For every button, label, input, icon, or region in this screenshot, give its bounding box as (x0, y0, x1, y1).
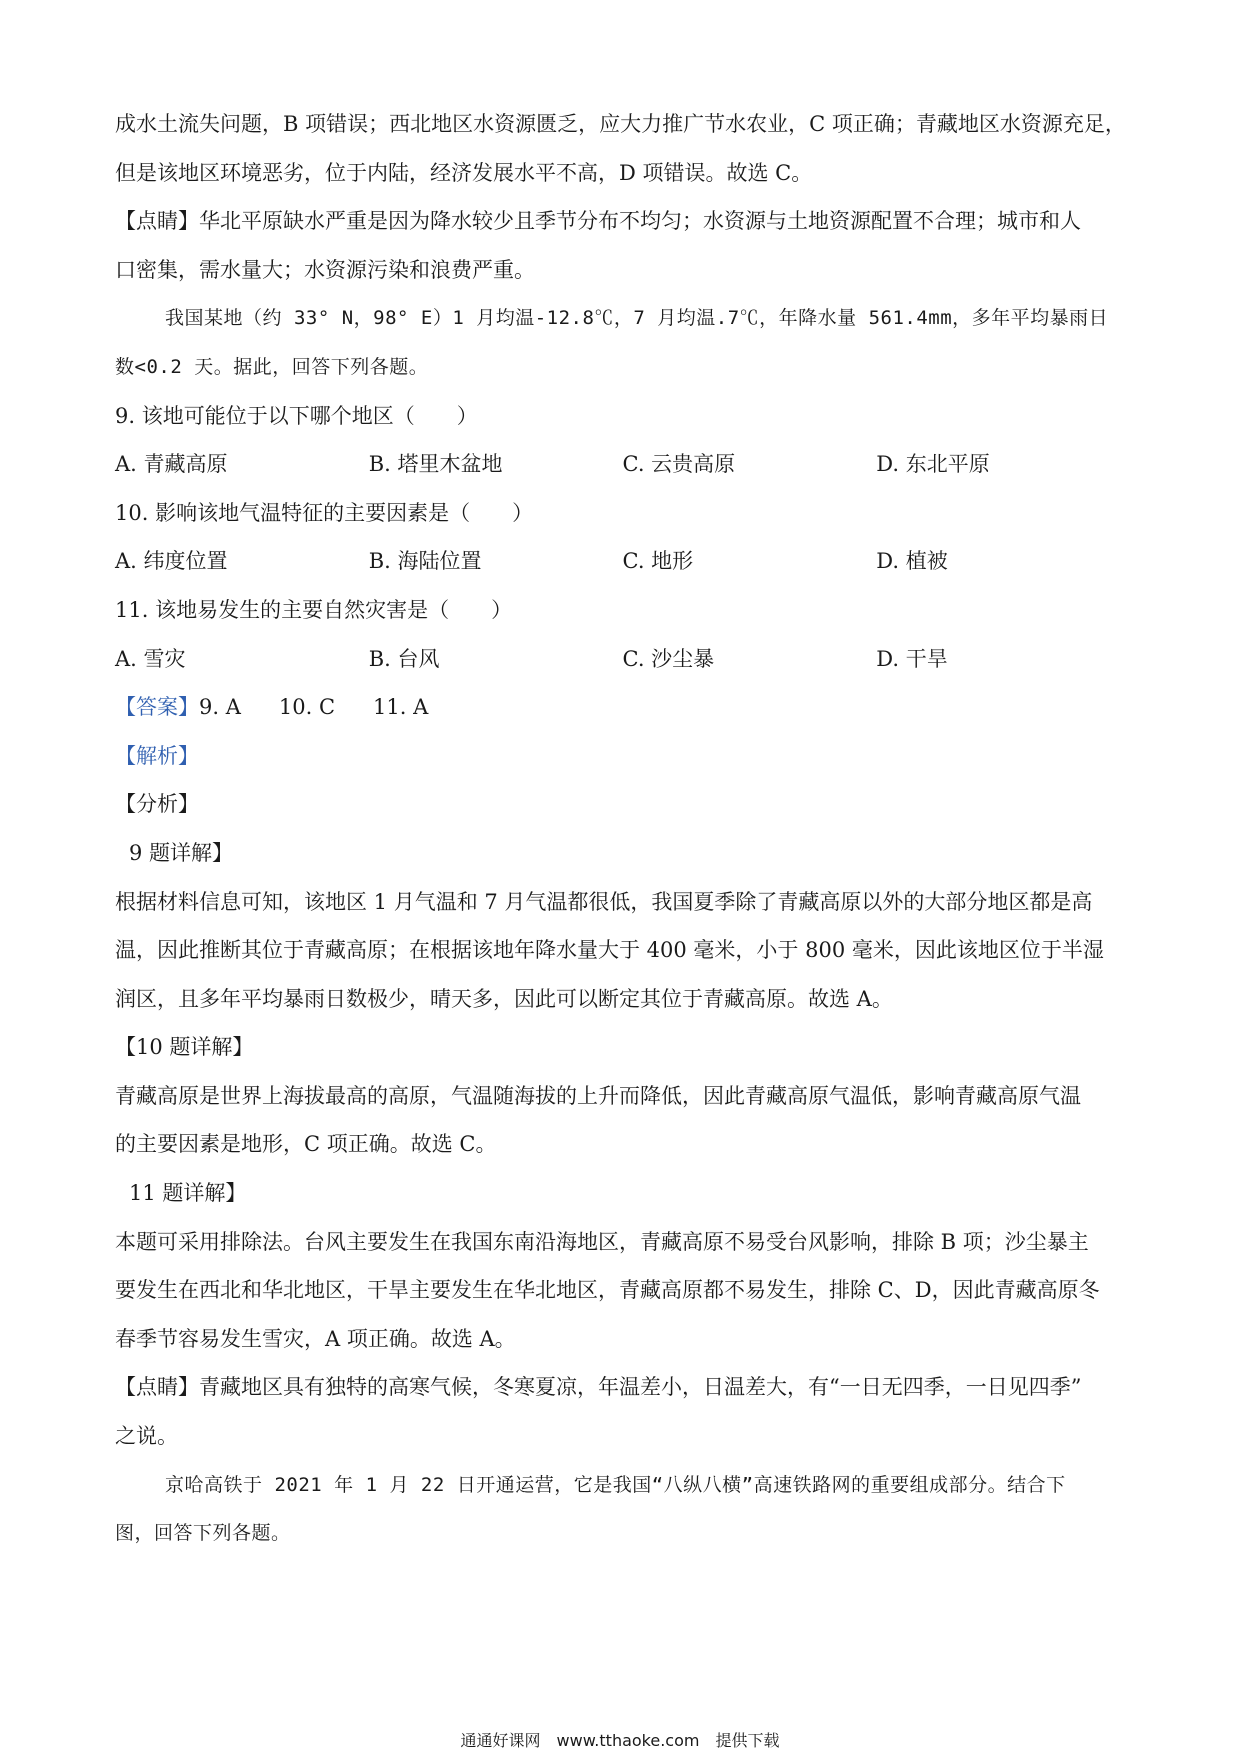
answer-line (115, 683, 1130, 732)
q9-detail-line: 根据材料信息可知，该地区 1 月气温和 7 月气温都很低，我国夏季除了青藏高原以外的大部分地区都是高 (115, 889, 1093, 914)
q10-detail-heading: 【10 题详解】 (115, 1035, 254, 1060)
q11-detail-line: 本题可采用排除法。台风主要发生在我国东南沿海地区，青藏高原不易受台风影响，排除 B 项；沙尘暴主 (115, 1229, 1089, 1254)
option-b: B. 台风 (368, 646, 440, 671)
q9-detail-heading: 9 题详解】 (129, 840, 234, 865)
material-line: 京哈高铁于 2021 年 1 月 22 日开通运营，它是我国“八纵八横”高速铁路网的重要组成部分。结合下 (165, 1473, 1066, 1496)
question-9-options (115, 440, 1130, 489)
option-a: A. 纬度位置 (115, 549, 228, 574)
question-11-stem: 11. 该地易发生的主要自然灾害是（ ） (115, 597, 513, 622)
material-line: 数<0.2 天。据此，回答下列各题。 (115, 355, 429, 378)
q9-detail-line: 温，因此推断其位于青藏高原；在根据该地年降水量大于 400 毫米，小于 800 毫米，因此该地区位于半湿 (115, 938, 1104, 963)
q11-detail-line: 要发生在西北和华北地区，干旱主要发生在华北地区，青藏高原都不易发生，排除 C、D，因此青藏高原冬 (115, 1278, 1100, 1303)
option-b: B. 塔里木盆地 (368, 452, 503, 477)
answer-item: 9. A (199, 695, 241, 720)
question-11-options (115, 635, 1130, 684)
option-c: C. 云贵高原 (622, 452, 736, 477)
option-b: B. 海陆位置 (368, 549, 482, 574)
analysis-tag: 【解析】 (115, 743, 199, 768)
option-d: D. 植被 (876, 549, 948, 574)
answer-item: 11. A (373, 695, 429, 720)
option-c: C. 沙尘暴 (622, 646, 715, 671)
option-a: A. 青藏高原 (115, 452, 228, 477)
page-footer: 通通好课网 www.tthaoke.com 提供下载 (460, 1731, 780, 1750)
answer-item: 10. C (278, 695, 336, 720)
fenxi-heading: 【分析】 (115, 792, 199, 817)
material-line: 我国某地（约 33° N，98° E）1 月均温-12.8℃，7 月均温.7℃，年降水量 561.4mm，多年平均暴雨日 (165, 307, 1109, 330)
text-line: 但是该地区环境恶劣，位于内陆，经济发展水平不高，D 项错误。故选 C。 (115, 160, 813, 185)
q9-detail-line: 润区，且多年平均暴雨日数极少，晴天多，因此可以断定其位于青藏高原。故选 A。 (115, 986, 893, 1011)
question-9-stem: 9. 该地可能位于以下哪个地区（ ） (115, 403, 478, 428)
q11-detail-heading: 11 题详解】 (129, 1181, 247, 1206)
material-line: 图，回答下列各题。 (115, 1522, 291, 1545)
option-a: A. 雪灾 (115, 646, 186, 671)
question-10-stem: 10. 影响该地气温特征的主要因素是（ ） (115, 500, 534, 525)
tip-line: 口密集，需水量大；水资源污染和浪费严重。 (115, 257, 535, 282)
tip-line: 【点睛】青藏地区具有独特的高寒气候，冬寒夏凉，年温差小，日温差大，有“一日无四季，一日见四季” (115, 1375, 1082, 1400)
question-10-options (115, 537, 1130, 586)
q10-detail-line: 的主要因素是地形，C 项正确。故选 C。 (115, 1132, 497, 1157)
q11-detail-line: 春季节容易发生雪灾，A 项正确。故选 A。 (115, 1326, 516, 1351)
text-line: 成水土流失问题，B 项错误；西北地区水资源匮乏，应大力推广节水农业，C 项正确；青藏地区水资源充足， (115, 112, 1126, 136)
answer-tag: 【答案】 (115, 695, 199, 720)
tip-line: 之说。 (115, 1424, 178, 1449)
q10-detail-line: 青藏高原是世界上海拔最高的高原，气温随海拔的上升而降低，因此青藏高原气温低，影响青藏高原气温 (115, 1083, 1081, 1108)
option-c: C. 地形 (622, 549, 694, 574)
tip-line: 【点睛】华北平原缺水严重是因为降水较少且季节分布不均匀；水资源与土地资源配置不合理；城市和人 (115, 209, 1081, 234)
option-d: D. 东北平原 (876, 452, 990, 477)
option-d: D. 干旱 (876, 646, 948, 671)
page-content (115, 100, 1130, 1558)
